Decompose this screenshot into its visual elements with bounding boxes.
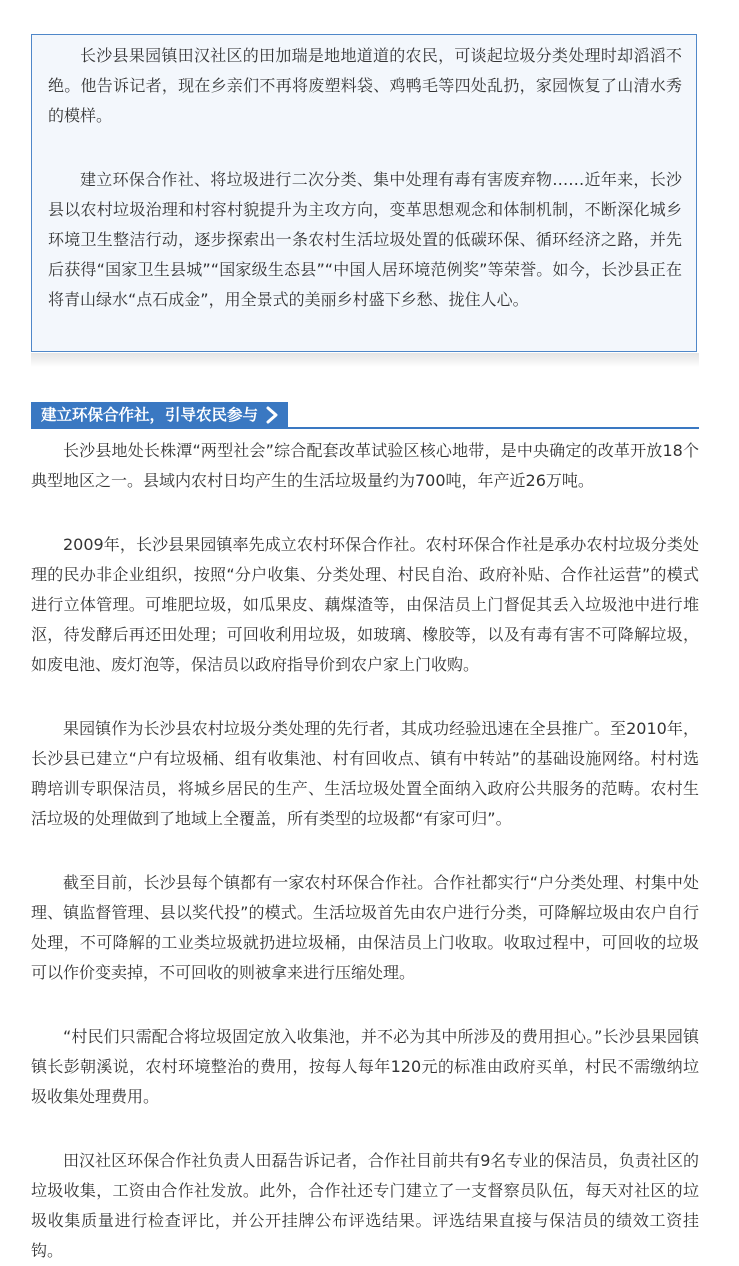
intro-box-shadow <box>31 353 699 367</box>
article-paragraph: 田汉社区环保合作社负责人田磊告诉记者，合作社目前共有9名专业的保洁员，负责社区的垃圾收集，工资由合作社发放。此外，合作社还专门建立了一支督察员队伍，每天对社区的垃圾收集质量进行检查评比，并公开挂牌公布评选结果。评选结果直接与保洁员的绩效工资挂钩。 <box>31 1151 699 1260</box>
intro-paragraph: 长沙县果园镇田汉社区的田加瑞是地地道道的农民，可谈起垃圾分类处理时却滔滔不绝。他告诉记者，现在乡亲们不再将废塑料袋、鸡鸭毛等四处乱扔，家园恢复了山清水秀的模样。 <box>48 46 682 125</box>
intro-paragraph: 建立环保合作社、将垃圾进行二次分类、集中处理有毒有害废弃物……近年来，长沙县以农村垃圾治理和村容村貌提升为主攻方向，变革思想观念和体制机制，不断深化城乡环境卫生整洁行动，逐步探索出一条农村生活垃圾处置的低碳环保、循环经济之路，并先后获得“国家卫生县城”“国家级生态县”“中国人居环境范例奖”等荣誉。如今，长沙县正在将青山绿水“点石成金”，用全景式的美丽乡村盛下乡愁、拢住人心。 <box>48 170 682 309</box>
article-paragraph: 2009年，长沙县果园镇率先成立农村环保合作社。农村环保合作社是承办农村垃圾分类处理的民办非企业组织，按照“分户收集、分类处理、村民自治、政府补贴、合作社运营”的模式进行立体管理。可堆肥垃圾，如瓜果皮、藕煤渣等，由保洁员上门督促其丢入垃圾池中进行堆沤，待发酵后再还田处理；可回收利用垃圾，如玻璃、橡胶等，以及有毒有害不可降解垃圾，如废电池、废灯泡等，保洁员以政府指导价到农户家上门收购。 <box>31 535 699 674</box>
article-paragraph: 果园镇作为长沙县农村垃圾分类处理的先行者，其成功经验迅速在全县推广。至2010年，长沙县已建立“户有垃圾桶、组有收集池、村有回收点、镇有中转站”的基础设施网络。村村选聘培训专职保洁员，将城乡居民的生产、生活垃圾处置全面纳入政府公共服务的范畴。农村生活垃圾的处理做到了地域上全覆盖，所有类型的垃圾都“有家可归”。 <box>31 719 699 828</box>
article-paragraph: 截至目前，长沙县每个镇都有一家农村环保合作社。合作社都实行“户分类处理、村集中处理、镇监督管理、县以奖代投”的模式。生活垃圾首先由农户进行分类，可降解垃圾由农户自行处理，不可降解的工业类垃圾就扔进垃圾桶，由保洁员上门收取。收取过程中，可回收的垃圾可以作价变卖掉，不可回收的则被拿来进行压缩处理。 <box>31 873 699 982</box>
section-header <box>31 402 288 428</box>
article-paragraph: 长沙县地处长株潭“两型社会”综合配套改革试验区核心地带，是中央确定的改革开放18个典型地区之一。县域内农村日均产生的生活垃圾量约为700吨，年产近26万吨。 <box>31 441 699 490</box>
intro-summary-box <box>31 34 697 352</box>
article-body <box>31 436 699 1266</box>
section-title: 建立环保合作社，引导农民参与 <box>41 406 259 424</box>
article-paragraph: “村民们只需配合将垃圾固定放入收集池，并不必为其中所涉及的费用担心。”长沙县果园镇镇长彭朝溪说，农村环境整治的费用，按每人每年120元的标准由政府买单，村民不需缴纳垃圾收集处理费用。 <box>31 1027 699 1106</box>
section-title-badge <box>31 402 288 428</box>
chevron-right-icon <box>264 405 280 425</box>
